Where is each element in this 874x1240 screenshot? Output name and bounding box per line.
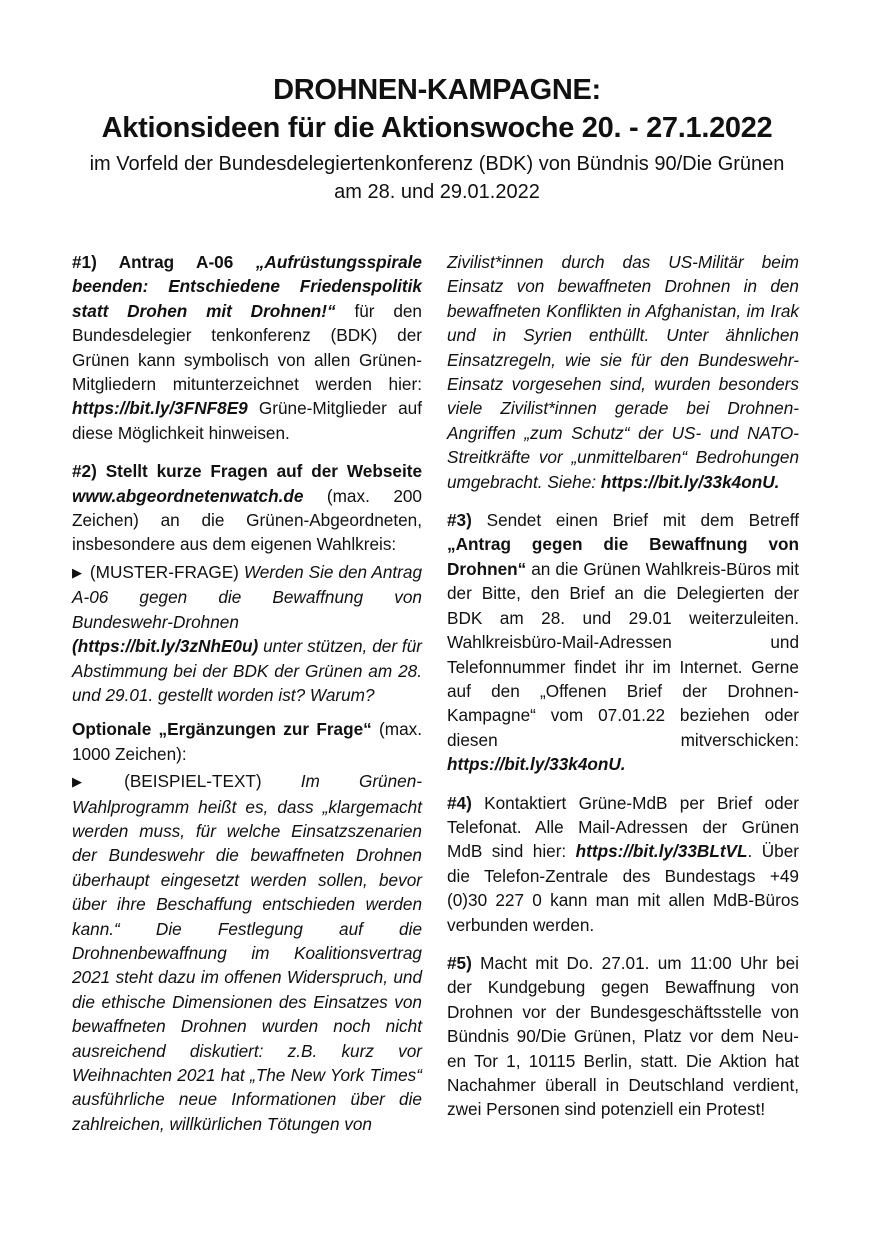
item-2-website[interactable]: www.abgeordnetenwatch.de [72,485,304,506]
page-title: DROHNEN-KAMPAGNE: [273,74,601,106]
page-title-line2: Aktionsideen für die Aktionswoche 20. - 27.1.2022 [101,112,773,144]
item-1-label: #1) Antrag A-06 [72,252,256,272]
item-3-label: #3) [447,510,472,531]
item-4-text-b: . Über die Telefon-Zentrale des Bundestags +49 (0)30 227 0 kann man mit allen MdB-Büros verbunden werden. [447,841,799,935]
left-column [72,250,422,1150]
page-header [0,72,874,206]
item-2-question-text-a: Werden Sie den Antrag A-06 gegen die Bewaffnung von Bundeswehr-Drohnen [72,561,422,632]
right-column [447,250,799,1136]
item-3-text-b: an die Grünen Wahlkreis-Büros mit der Bitte, den Brief an die Delegierten der BDK am 28. und 29.01 weiterzuleiten. Wahlkreisbüro-Mail-Adressen und Telefonnummer findet ihr im Internet. Gerne auf den „Offenen Brief der Drohnen-Kampagne“ vom 07.01.22 beziehen oder diesen mitverschicken: [447,558,799,750]
subtitle-line1: im Vorfeld der Bundesdelegiertenkonferenz (BDK) von Bündnis 90/Die Grünen [89,153,785,175]
item-4 [447,791,799,937]
item-4-link[interactable]: https://bit.ly/33BLtVL [575,841,748,862]
item-2-example-text-continued: Zivilist*innen durch das US-Militär beim Einsatz von bewaffneten Drohnen in den bewaffneten Konflikten in Afghanistan, im Irak und in Syrien enthüllt. Unter ähnlichen Einsatzregeln, wie sie für den Bundeswehr-Einsatz vorgesehen sind, wurden besonders viele Zivilist*innen gerade bei Drohnen-Angriffen „zum Schutz“ der US- und NATO-Streitkräfte vor „unmittelbaren“ Bedrohungen umgebracht. Siehe: [447,252,799,492]
item-3 [447,508,799,776]
item-2-optional-label: Optionale „Ergänzungen zur Frage“ [72,719,372,740]
item-4-label: #4) [447,792,472,813]
triangle-right-icon: ▶ [72,564,82,580]
item-2-question-label: (MUSTER-FRAGE) [85,561,244,582]
item-4-text-a: Kontaktiert Grüne-MdB per Brief oder Telefonat. Alle Mail-Adressen der Grünen MdB sind hier: [447,792,799,862]
item-5-label: #5) [447,952,472,973]
item-2-example-text: Im Grünen-Wahlprogramm heißt es, dass „klargemacht werden muss, für welche Einsatzszenarien der Bundeswehr die bewaffneten Drohnen überhaupt eingesetzt werden sollen, bevor über ihre Beschaffung entschieden werden kann.“ Die Festlegung auf die Drohnenbewaffnung im Koalitionsvertrag 2021 steht dazu im offenen Widerspruch, und die ethische Dimensionen des Einsatzes von bewaffneten Drohnen wurden noch nicht ausreichend diskutiert: z.B. kurz vor Weihnachten 2021 hat „The New York Times“ ausführliche neue Informationen über die zahlreichen, willkürlichen Tötungen von [72,771,423,1134]
item-3-text-a: Sendet einen Brief mit dem Betreff [471,510,799,531]
item-2-example [72,769,422,1136]
subtitle-line2: am 28. und 29.01.2022 [334,181,540,203]
item-2 [72,459,422,557]
triangle-right-icon: ▶ [72,774,82,790]
item-3-link[interactable]: https://bit.ly/33k4onU. [447,754,626,775]
item-2-optional [72,717,422,766]
item-1-text-a: für den Bundesdelegier tenkonferenz (BDK) der Grünen kann symbolisch von allen Grünen-Mitgliedern mitunterzeichnet werden hier: [72,300,422,395]
item-2-example-link[interactable]: https://bit.ly/33k4onU. [600,471,780,492]
item-2-label: #2) Stellt kurze Fragen auf der Webseite [72,461,422,482]
item-1 [72,250,422,445]
item-2-question-text-b: unter stützen, der für Abstimmung bei der BDK der Grünen am 28. und 29.01. gestellt worden ist? Warum? [72,636,422,705]
item-2-text-a: (max. 200 Zeichen) an die Grünen-Abgeordneten, insbesondere aus dem eigenen Wahlkreis: [72,485,422,555]
item-1-link[interactable]: https://bit.ly/3FNF8E9 [72,398,248,419]
item-2-example-label: (BEISPIEL-TEXT) [85,771,301,792]
item-2-question [72,560,422,707]
item-5-text: Macht mit Do. 27.01. um 11:00 Uhr bei der Kundgebung gegen Bewaffnung von Drohnen vor der Bundesgeschäftsstelle von Bündnis 90/Die Grünen, Platz vor dem Neu- en Tor 1, 10115 Berlin, statt. Die Aktion hat Nachahmer überall in Deutschland verdient, zwei Personen sind potenziell ein Protest! [447,952,799,1120]
item-1-text-b: Grüne-Mitglieder auf diese Möglichkeit hinweisen. [72,398,422,443]
item-1-quote: „Aufrüstungsspirale beenden: Entschiedene Friedenspolitik statt Drohen mit Drohnen!“ [72,252,422,321]
item-2-example-link-line [447,250,799,494]
item-3-subject: „Antrag gegen die Bewaffnung von Drohnen“ [447,534,799,579]
item-2-question-link[interactable]: (https://bit.ly/3zNhE0u) [72,636,259,657]
item-5 [447,951,799,1122]
item-2-optional-text: (max. 1000 Zeichen): [72,719,423,764]
